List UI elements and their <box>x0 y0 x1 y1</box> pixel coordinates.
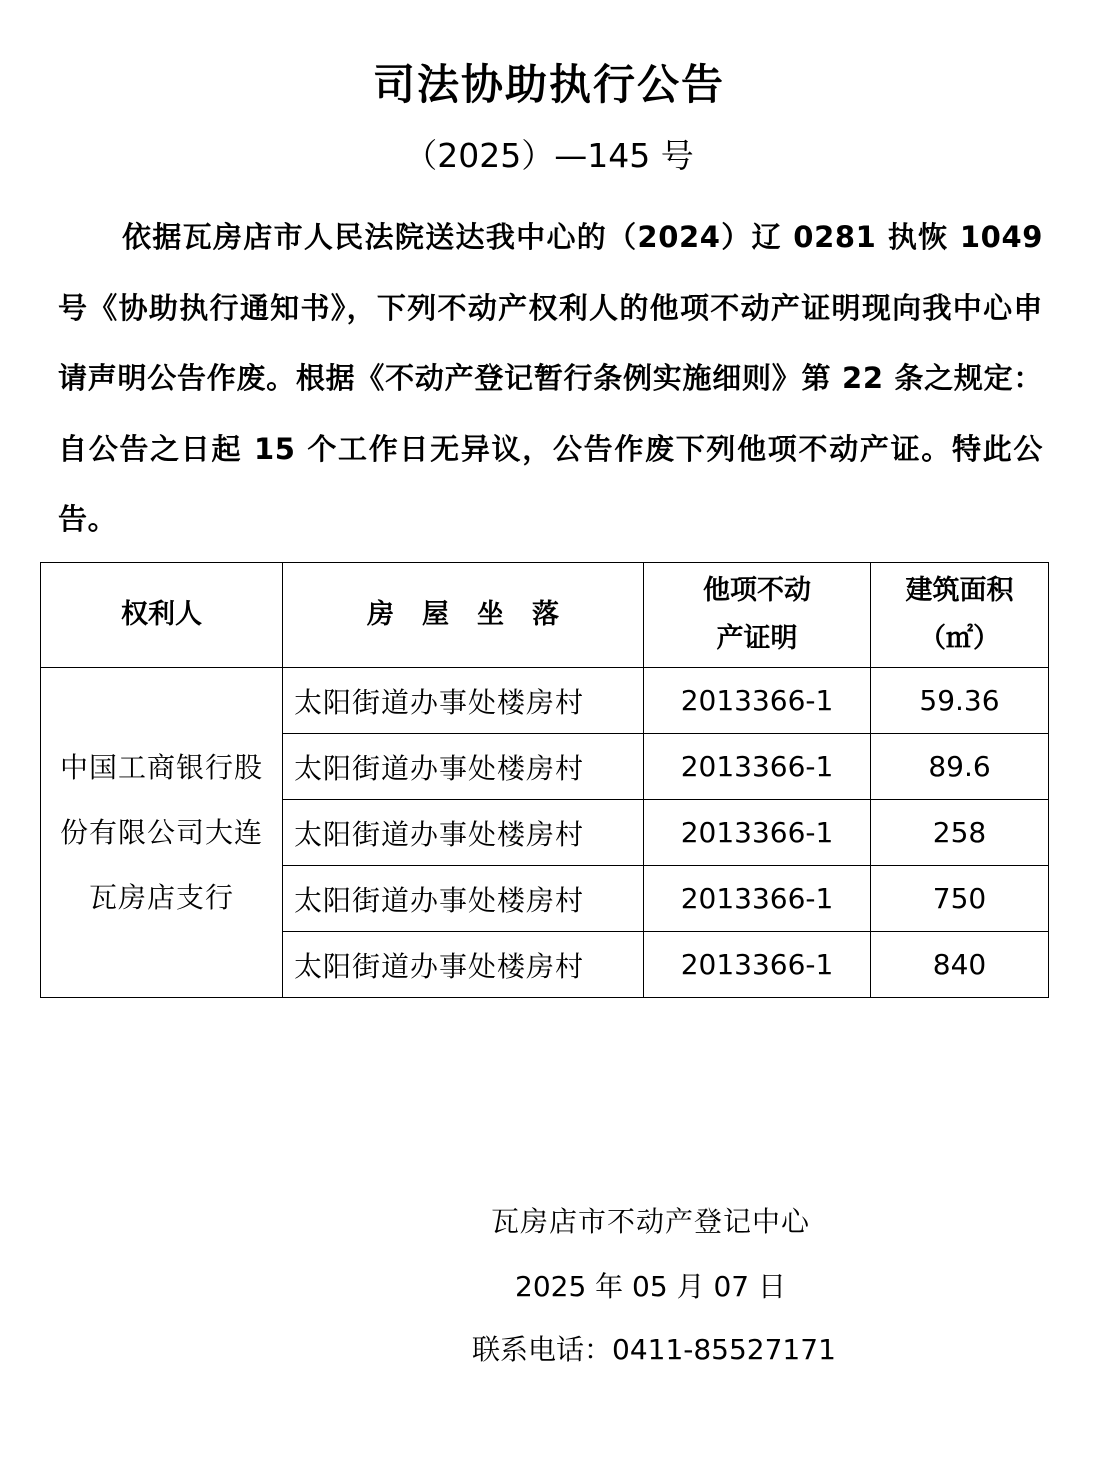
certificate-table <box>40 562 1049 998</box>
table-header-row <box>41 563 1049 668</box>
issue-date: 2025 年 05 月 07 日 <box>515 1270 787 1303</box>
issuing-organization: 瓦房店市不动产登记中心 <box>491 1205 811 1238</box>
certificate-cell: 2013366-1 <box>644 932 871 998</box>
location-cell: 太阳街道办事处楼房村 <box>283 800 644 866</box>
area-cell: 59.36 <box>871 668 1049 734</box>
certificate-cell: 2013366-1 <box>644 866 871 932</box>
contact-phone: 联系电话：0411-85527171 <box>472 1333 836 1366</box>
area-cell: 750 <box>871 866 1049 932</box>
certificate-cell: 2013366-1 <box>644 668 871 734</box>
document-number: （2025）—145 号 <box>404 136 694 175</box>
certificate-cell: 2013366-1 <box>644 734 871 800</box>
location-cell: 太阳街道办事处楼房村 <box>283 668 644 734</box>
location-cell: 太阳街道办事处楼房村 <box>283 866 644 932</box>
area-cell: 258 <box>871 800 1049 866</box>
header-certificate: 他项不动 产证明 <box>644 563 871 668</box>
certificate-cell: 2013366-1 <box>644 800 871 866</box>
header-location: 房 屋 坐 落 <box>283 563 644 668</box>
table-row <box>41 668 1049 734</box>
header-area: 建筑面积 （㎡） <box>871 563 1049 668</box>
area-cell: 89.6 <box>871 734 1049 800</box>
location-cell: 太阳街道办事处楼房村 <box>283 734 644 800</box>
announcement-body: 依据瓦房店市人民法院送达我中心的（2024）辽 0281 执恢 1049 号《协助执行通知书》，下列不动产权利人的他项不动产证明现向我中心申请声明公告作废。根据《不动产登记暂行条例实施细则》第 22 条之规定：自公告之日起 15 个工作日无异议，公告作废下列他项不动产证。特此公告。 <box>58 220 1043 536</box>
area-cell: 840 <box>871 932 1049 998</box>
location-cell: 太阳街道办事处楼房村 <box>283 932 644 998</box>
document-title: 司法协助执行公告 <box>372 60 725 109</box>
header-owner: 权利人 <box>41 563 283 668</box>
owner-cell: 中国工商银行股 份有限公司大连 瓦房店支行 <box>41 668 283 998</box>
